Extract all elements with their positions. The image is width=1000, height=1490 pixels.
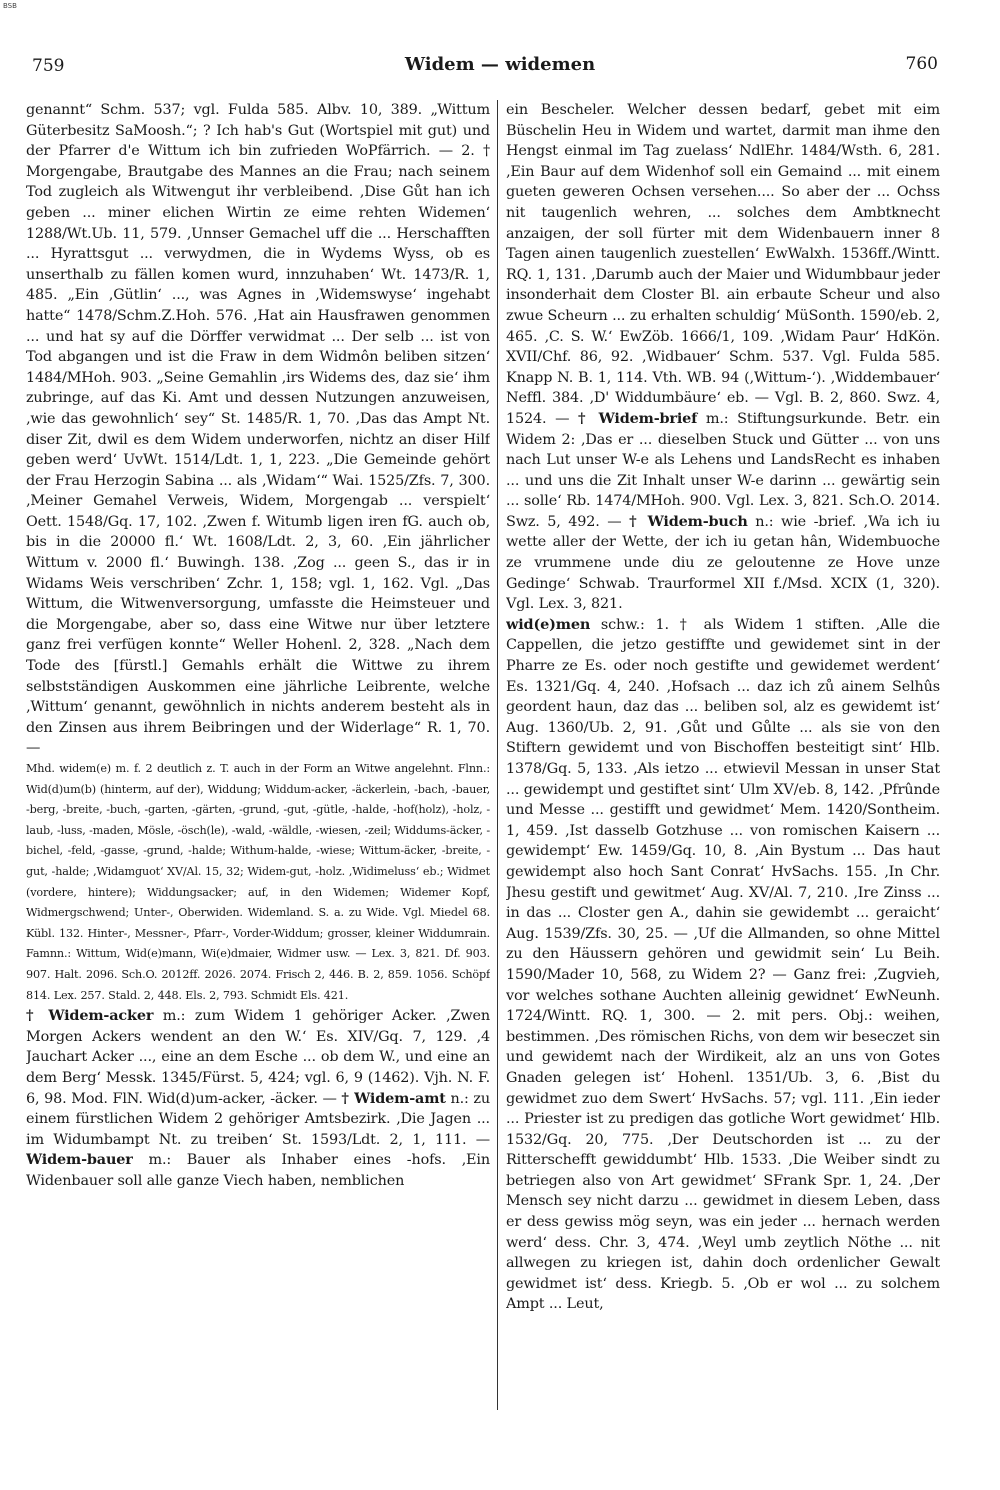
page-header <box>0 54 1000 80</box>
lemma-widem-brief: † Widem-brief <box>577 409 698 427</box>
lemma-widem-acker: † Widem-acker <box>26 1007 154 1025</box>
left-column <box>26 100 490 1425</box>
definition-widem-bauer-cont: ein Bescheler. Welcher dessen bedarf, gebet mit eim Büschelin Heu in Widem und wartet, darmit man ihme den Hengst einmal im Tag zuelass‘ NdlEhr. 1484/Wsth. 6, 281. ‚Ein Baur auf dem Widenhof soll ein Gemaind ... mit einem gueten geweren Ochsen versehen.... So aber der ... Ochss nit taugenlich wehren, ... solches dem Ambtknecht anzaigen, der soll fürter mit dem Widenbauern inner 8 Tagen ainen taugenlich zuestellen‘ EwWalxh. 1536ff./Wintt. RQ. 1, 131. ‚Darumb auch der Maier und Widumbbaur jeder insonderhait dem Closter Bl. ain erbaute Scheur und also zwue Scheurn ... zu erhalten schuldig‘ MüSonth. 1590/eb. 2, 465. ‚C. S. W.‘ EwZöb. 1666/1, 109. ‚Widam Paur‘ HdKön. XVII/Chf. 86, 92. ‚Widbauer‘ Schm. 537. Vgl. Fulda 585. Knapp N. B. 1, 114. Vth. WB. 94 (‚Wittum-‘). ‚Widdembauer‘ Neffl. 384. ‚D' Widdumbäure‘ eb. — Vgl. B. 2, 860. Swz. 4, 1524. — <box>506 102 940 427</box>
definition-widem-amt: n.: zu einem fürstlichen Widem 2 gehöriger Amtsbezirk. ‚Die Jagen ... im Widumbampt Nt. zu treiben‘ St. 1593/Ldt. 2, 1, 111. — <box>26 1090 490 1148</box>
page-number-right: 760 <box>905 54 938 74</box>
column-divider <box>497 100 498 1410</box>
lemma-widem-amt: † Widem-amt <box>341 1089 446 1107</box>
definition-widemen: schw.: 1. † als Widem 1 stiften. ‚Alle die Cappellen, die jetzo gestiffte und gewidemet sint in der Pharre ze Es. oder noch gestifte und gewidemet werdent‘ Es. 1321/Gq. 4, 240. ‚Hofsach ... daz ich zů ainem Selhûs geordent haun, daz das ... beliben sol, alz es gewidemt ist‘ Aug. 1360/Ub. 2, 91. ‚Gůt und Gůlte ... als sie von den Stiftern gewidemt und von Bischoffen besteitigt sint‘ Hlb. 1378/Gq. 5, 133. ‚Als ietzo ... etwievil Messan in unser Stat ... gewidempt und gestiftet sint‘ Ulm XV/eb. 8, 142. ‚Pfrûnde und Messe ... gestifft und gewidmet‘ Mem. 1420/Sontheim. 1, 459. ‚Ist dasselb Gotzhuse ... von romischen Kaisern ... gewidempt‘ Ew. 1459/Gq. 10, 8. ‚Ain Bystum ... Das haut gewidempt also hoch Sant Conrat‘ HvSachs. 155. ‚In Chr. Jhesu gestift und gewitmet‘ Aug. XV/Al. 7, 210. ‚Ire Zinss ... in das ... Closter gen A., dahin sie gewidembt ... geraicht‘ Aug. 1539/Zfs. 30, 25. — ‚Uf die Allmanden, so ohne Mittel zu den Häussern gehören und gewidmit sein‘ Lu Beih. 1590/Mader 10, 568, zu Widem 2? — Ganz frei: ‚Zugvieh, vor welches sothane Auchten alleinig gewidnet‘ EwNeunh. 1724/Wintt. RQ. 1, 300. — 2. mit pers. Obj.: weihen, bestimmen. ‚Des römischen Richs, von dem wir beseczet sin und gewidemt nach der Wirdikeit, alz an uns von Gotes Gnaden gelegen ist‘ Hohenl. 1351/Ub. 3, 6. ‚Bist du gewidmet zuo dem Swert‘ HvSachs. 57; vgl. 111. ‚Ein ieder ... Priester ist zu predigen das gotliche Wort gewidmet‘ Hlb. 1532/Gq. 20, 775. ‚Der Deutschorden ist ... zu der Ritterschefft gewiddumbt‘ Hlb. 1533. ‚Die Weiber sindt zu betriegen also von Art gewidmet‘ SFrank Spr. 1, 24. ‚Der Mensch sey nicht darzu ... gewidmet in diesem Leben, dass er dess gewiss mög seyn, was ein jeder ... hernach werden werd‘ dess. Chr. 3, 474. ‚Weyl umb zeytlich Nöthe ... nit allwegen zu kriegen ist, dahin doch ordenlicher Gewalt gewidmet ist‘ dess. Kriegb. 5. ‚Ob er wol ... zu solchem Ampt ... Leut, <box>506 616 940 1313</box>
lemma-widem-buch: † Widem-buch <box>629 512 748 530</box>
definition-widem-acker: m.: zum Widem 1 gehöriger Acker. ‚Zwen Morgen Ackers wendent an den W.‘ Es. XIV/Gq. 7, 129. ‚4 Jauchart Acker ..., eine an dem Esche ... ob dem W., und eine an dem Berg‘ Messk. 1345/Fürst. 5, 424; vgl. 6, 9 (1462). Vjh. N. F. 6, 98. Mod. FlN. Wid(d)um-acker, -äcker. — <box>26 1008 490 1107</box>
page-number-left: 759 <box>32 56 65 76</box>
running-title: Widem — widemen <box>404 54 596 75</box>
definition-widem-buch: n.: wie -brief. ‚Wa ich iu wette aller der Wette, der ich iu getan hân, Widembuoche ze vrummene unde diu ze geloutenne ze Hove unze Gedinge‘ Schwab. Traurformel XII f./Msd. XCIX (1, 320). Vgl. Lex. 3, 821. <box>506 513 940 613</box>
entry-widem-acker <box>26 1006 490 1191</box>
library-stamp: BSB <box>3 2 17 10</box>
etymology-note: Mhd. widem(e) m. f. 2 deutlich z. T. auch in der Form an Witwe angelehnt. Flnn.: Wid(d)um(b) (hinterm, auf der), Widdung; Widdum-acker, -äckerlein, -bach, -bauer, -berg, -breite, -buch, -garten, -gärten, -grund, -gut, -gütle, -halde, -hof(holz), -holz, -laub, -luss, -maden, Mösle, -ösch(le), -wald, -wäldle, -wiesen, -zeil; Widdums-äcker, -bichel, -feld, -gasse, -grund, -halde; Withum-halde, -wiese; Wittum-äcker, -breite, -gut, -halde; ‚Widamguot‘ XV/Al. 15, 32; Widem-gut, -holz. ‚Widimeluss‘ eb.; Widmet (vordere, hintere); Widdungsacker; auf, in den Widemen; Widemer Kopf, Widmergschwend; Unter-, Oberwiden. Widemland. S. a. zu Wide. Vgl. Miedel 68. Kübl. 132. Hinter-, Messner-, Pfarr-, Vorder-Widdum; grosser, kleiner Widdumrain. Famnn.: Wittum, Wid(e)mann, Wi(e)dmaier, Widmer usw. — Lex. 3, 821. Df. 903. 907. Halt. 2096. Sch.O. 2012ff. 2026. 2074. Frisch 2, 446. B. 2, 859. 1056. Schöpf 814. Lex. 257. Stald. 2, 448. Els. 2, 793. Schmidt Els. 421. <box>26 762 490 1002</box>
lemma-widemen: wid(e)men <box>506 615 591 633</box>
entry-widem-continued: genannt“ Schm. 537; vgl. Fulda 585. Albv. 10, 389. „Wittum Güterbesitz SaMoosh.“; ? Ich hab's Gut (Wortspiel mit gut) und der Pfarrer d'e Wittum ich bin zufrieden WoPfärrich. — 2. † Morgengabe, Brautgabe des Mannes an die Frau; nach seinem Tod zugleich als Witwengut ihr verbleibend. ‚Dise Gůt han ich geben ... miner elichen Wirtin ze eime rehten Widemen‘ 1288/Wt.Ub. 11, 579. ‚Unnser Gemachel uff die ... Herschafften ... Hyrattsgut ... verwydmen, die in Wydems Wyss, ob es unserthalb zu fällen komen wurd, innzuhaben‘ Wt. 1473/R. 1, 485. „Ein ‚Gütlin‘ ..., was Agnes in ‚Widemswyse‘ ingehabt hatte“ 1478/Schm.Z.Hoh. 576. ‚Hat ain Hausfrawen genommen ... und hat sy auf die Dörffer verwidmat ... Der selb ... ist von Tod abgangen und ist die Fraw in dem Widmôn beliben sitzen‘ 1484/MHoh. 903. „Seine Gemahlin ‚irs Widems des, daz sie‘ ihm zubringe, auf das Ki. Amt und dessen Nutzungen anzuweisen, ‚wie das gewohnlich‘ sey“ St. 1485/R. 1, 70. ‚Das das Ampt Nt. diser Zit, dwil es dem Widem underworfen, nichtz an diser Hilf geben werd‘ UvWt. 1514/Ldt. 1, 1, 223. „Die Gemeinde gehört der Frau Herzogin Sabina ... als ‚Widam‘“ Wai. 1525/Zfs. 7, 300. ‚Meiner Gemahel Verweis, Widem, Morgengab ... verspielt‘ Oett. 1548/Gq. 17, 102. ‚Zwen f. Witumb ligen iren fG. auch ob, bis in die 20000 fl.‘ Wt. 1608/Ldt. 2, 3, 60. ‚Ein jährlicher Wittum v. 2000 fl.‘ Buwingh. 138. ‚Zog ... geen S., das ir in Widams Weis verschriben‘ Zchr. 1, 158; vgl. 1, 162. Vgl. „Das Wittum, die Witwenversorgung, umfasste die Heimsteuer und die Morgengabe, aber so, dass eine Witwe nur über letztere ganz frei verfügen konnte“ Weller Hohenl. 2, 328. „Nach dem Tode des [fürstl.] Gemahls erhält die Wittwe zu ihrem selbstständigen Auskommen eine jährliche Leibrente, welche ‚Wittum‘ genannt, gewöhnlich in nichts anderem besteht als in den Zinsen aus ihrem Beibringen und der Widerlage“ R. 1, 70. — <box>26 102 490 757</box>
entry-widem-bauer-continued <box>506 100 940 615</box>
entry-widemen <box>506 615 940 1315</box>
lemma-widem-bauer: Widem-bauer <box>26 1151 133 1169</box>
right-column <box>506 100 940 1425</box>
definition-widem-bauer: m.: Bauer als Inhaber eines -hofs. ‚Ein Widenbauer soll alle ganze Viech haben, nemblichen <box>26 1152 490 1189</box>
definition-widem-brief: m.: Stiftungsurkunde. Betr. ein Widem 2: ‚Das er ... dieselben Stuck und Gütter ... von uns nach Lut unser W-e als Lehens und LandsRecht es inhaben ... und uns die Zit Inhalt unser W-e darinn ... gewärtig sein ... solle‘ Rb. 1474/MHoh. 900. Vgl. Lex. 3, 821. Sch.O. 2014. Swz. 5, 492. — <box>506 410 940 530</box>
